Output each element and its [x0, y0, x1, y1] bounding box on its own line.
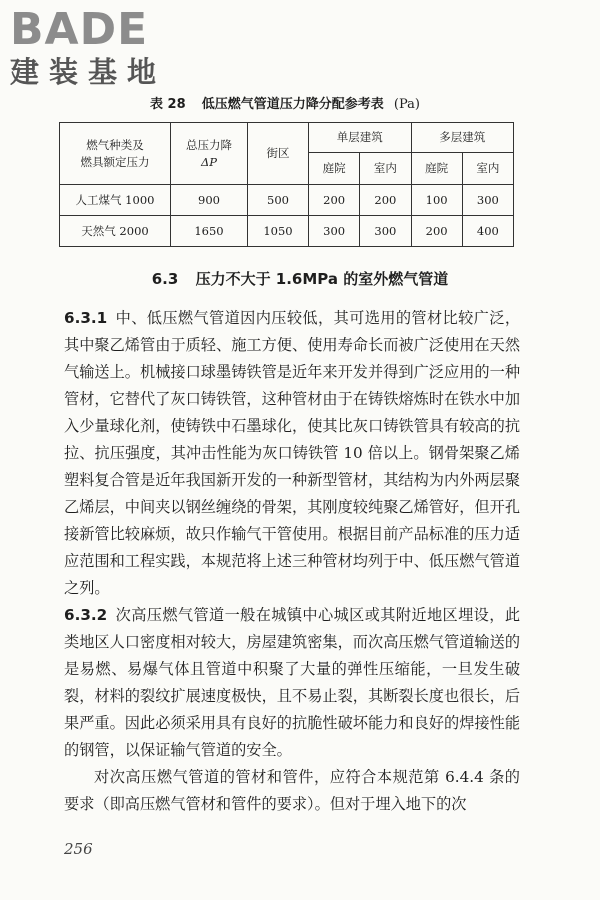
header-gas-type: 燃气种类及 燃具额定压力: [60, 123, 171, 185]
table-caption: [150, 96, 420, 114]
table-row: [60, 185, 514, 216]
pressure-drop-table: [59, 122, 514, 247]
table-cell: 1650: [171, 216, 248, 247]
section-title: 压力不大于 1.6MPa 的室外燃气管道: [195, 270, 449, 288]
site-logo: [10, 6, 166, 88]
body-text: [64, 305, 520, 818]
header-total-drop: 总压力降 ΔP: [171, 123, 248, 185]
header-single-yard: 庭院: [309, 153, 360, 185]
header-single-storey: 单层建筑: [309, 123, 412, 153]
body-paragraph: 对次高压燃气管道的管材和管件，应符合本规范第 6.4.4 条的要求（即高压燃气管材和管件的要求）。但对于埋入地下的次: [64, 768, 520, 813]
header-street: 街区: [248, 123, 309, 185]
table-cell: 300: [462, 185, 513, 216]
table-number: 表 28: [150, 97, 186, 112]
logo-wordmark: BADE: [10, 4, 149, 55]
table-cell: 500: [248, 185, 309, 216]
table-cell: 天然气 2000: [60, 216, 171, 247]
clause-text: 中、低压燃气管道因内压较低，其可选用的管材比较广泛，其中聚乙烯管由于质轻、施工方便、使用寿命长而被广泛使用在天然气输送上。机械接口球墨铸铁管是近年来开发并得到广泛应用的一种管材，它替代了灰口铸铁管，这种管材由于在铸铁熔炼时在铁水中加入少量球化剂，使铸铁中石墨球化，使其比灰口铸铁管具有较高的抗拉、抗压强度，其冲击性能为灰口铸铁管 10 倍以上。钢骨架聚乙烯塑料复合管是近年我国新开发的一种新型管材，其结构为内外两层聚乙烯层，中间夹以钢丝缠绕的骨架，其刚度较纯聚乙烯管好，但开孔接新管比较麻烦，故只作输气干管使用。根据目前产品标准的压力适应范围和工程实践，本规范将上述三种管材均列于中、低压燃气管道之列。: [64, 309, 520, 597]
section-number: 6.3: [151, 270, 179, 288]
clause-number: 6.3.1: [64, 309, 108, 327]
table-cell: 人工煤气 1000: [60, 185, 171, 216]
header-multi-storey: 多层建筑: [411, 123, 514, 153]
clause-number: 6.3.2: [64, 606, 108, 624]
table-cell: 200: [309, 185, 360, 216]
table-cell: 300: [360, 216, 411, 247]
header-single-indoor: 室内: [360, 153, 411, 185]
clause-text: 次高压燃气管道一般在城镇中心城区或其附近地区埋设，此类地区人口密度相对较大，房屋建筑密集，而次高压燃气管道输送的是易燃、易爆气体且管道中积聚了大量的弹性压缩能，一旦发生破裂，材料的裂纹扩展速度极快，且不易止裂，其断裂长度也很长，后果严重。因此必须采用具有良好的抗脆性破坏能力和良好的焊接性能的钢管，以保证输气管道的安全。: [64, 606, 520, 759]
table-cell: 400: [462, 216, 513, 247]
section-heading: [0, 268, 600, 289]
table-cell: 900: [171, 185, 248, 216]
header-multi-yard: 庭院: [411, 153, 462, 185]
clause-paragraph: [64, 305, 520, 602]
table-unit: (Pa): [393, 97, 420, 112]
logo-subtitle: 建装基地: [10, 55, 167, 89]
table-row: [60, 216, 514, 247]
table-cell: 200: [411, 216, 462, 247]
table-cell: 100: [411, 185, 462, 216]
table-title: 低压燃气管道压力降分配参考表: [201, 97, 384, 112]
table-cell: 300: [309, 216, 360, 247]
table-cell: 1050: [248, 216, 309, 247]
header-multi-indoor: 室内: [462, 153, 513, 185]
table-cell: 200: [360, 185, 411, 216]
clause-paragraph: [64, 602, 520, 764]
page-number: 256: [64, 840, 93, 858]
